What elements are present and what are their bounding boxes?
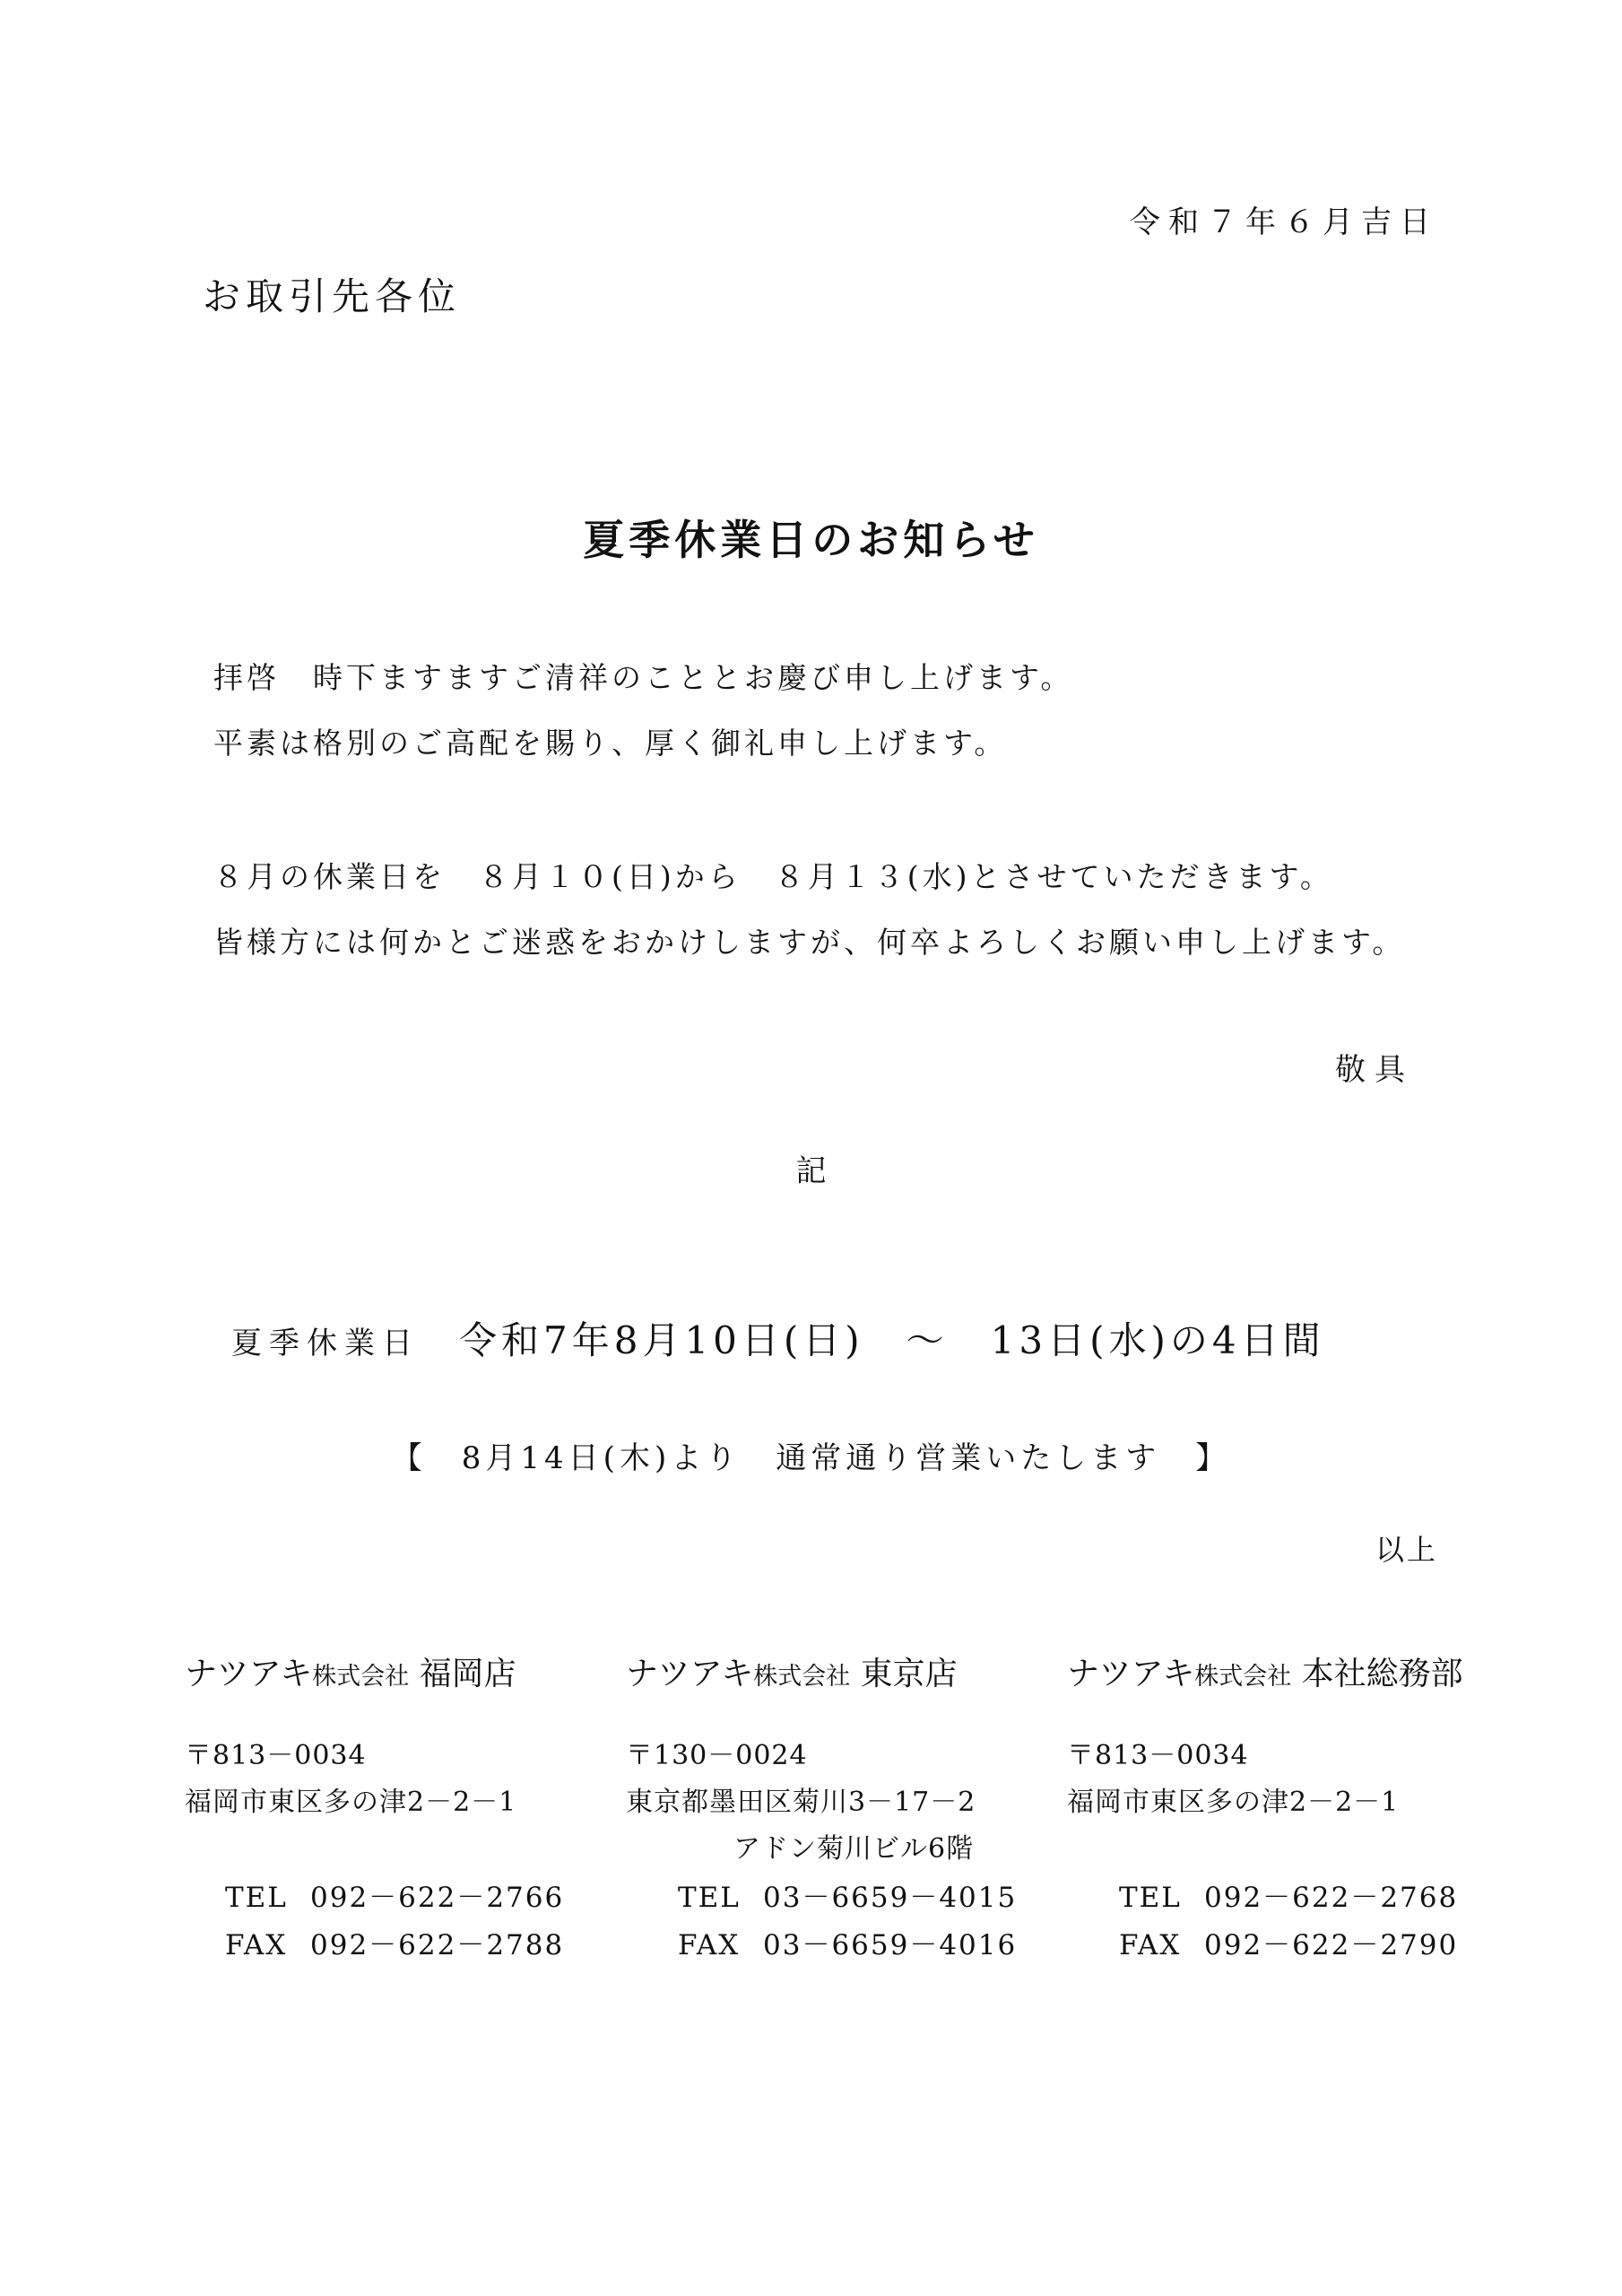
branch-name: ナツアキ株式会社 福岡店	[185, 1656, 516, 1692]
holiday-period: 令和7年8月10日(日) ～ 13日(水)の4日間	[459, 1318, 1325, 1362]
apology-paragraph: 皆様方には何かとご迷惑をおかけしますが、何卒よろしくお願い申し上げます。	[213, 925, 1406, 960]
postal-code: 〒813－0034	[1067, 1740, 1249, 1771]
fax-line: FAX 092－622－2788	[225, 1929, 565, 1961]
holiday-paragraph: ８月の休業日を ８月１０(日)から ８月１３(水)とさせていただきます。	[213, 859, 1333, 894]
ki-heading: 記	[795, 1153, 827, 1189]
address: 東京都墨田区菊川3－17－2	[626, 1787, 976, 1818]
fax-line: FAX 03－6659－4016	[678, 1929, 1018, 1961]
end-mark: 以上	[1375, 1533, 1438, 1567]
branch-name: ナツアキ株式会社 東京店	[626, 1656, 958, 1692]
document-date: 令和７年６月吉日	[1130, 204, 1438, 240]
thanks-paragraph: 平素は格別のご高配を賜り、厚く御礼申し上げます。	[213, 726, 1008, 761]
reopening-notice: 【 8月14日(木)より 通常通り営業いたします 】	[391, 1440, 1231, 1476]
holiday-label: 夏季休業日	[231, 1326, 420, 1361]
branch-name: ナツアキ株式会社 本社総務部	[1067, 1656, 1463, 1692]
postal-code: 〒813－0034	[185, 1740, 367, 1771]
document-title: 夏季休業日のお知らせ	[583, 516, 1039, 564]
fax-line: FAX 092－622－2790	[1119, 1929, 1459, 1961]
address-building: アドン菊川ビル6階	[733, 1833, 975, 1865]
greeting-paragraph: 拝啓 時下ますますご清祥のこととお慶び申し上げます。	[213, 660, 1074, 695]
closing-word: 敬具	[1335, 1052, 1414, 1088]
address: 福岡市東区多の津2－2－1	[185, 1787, 517, 1818]
address: 福岡市東区多の津2－2－1	[1067, 1787, 1400, 1818]
postal-code: 〒130－0024	[626, 1740, 808, 1771]
addressee: お取引先各位	[203, 274, 462, 318]
tel-line: TEL 092－622－2766	[225, 1882, 565, 1914]
tel-line: TEL 092－622－2768	[1119, 1882, 1459, 1914]
tel-line: TEL 03－6659－4015	[678, 1882, 1018, 1914]
